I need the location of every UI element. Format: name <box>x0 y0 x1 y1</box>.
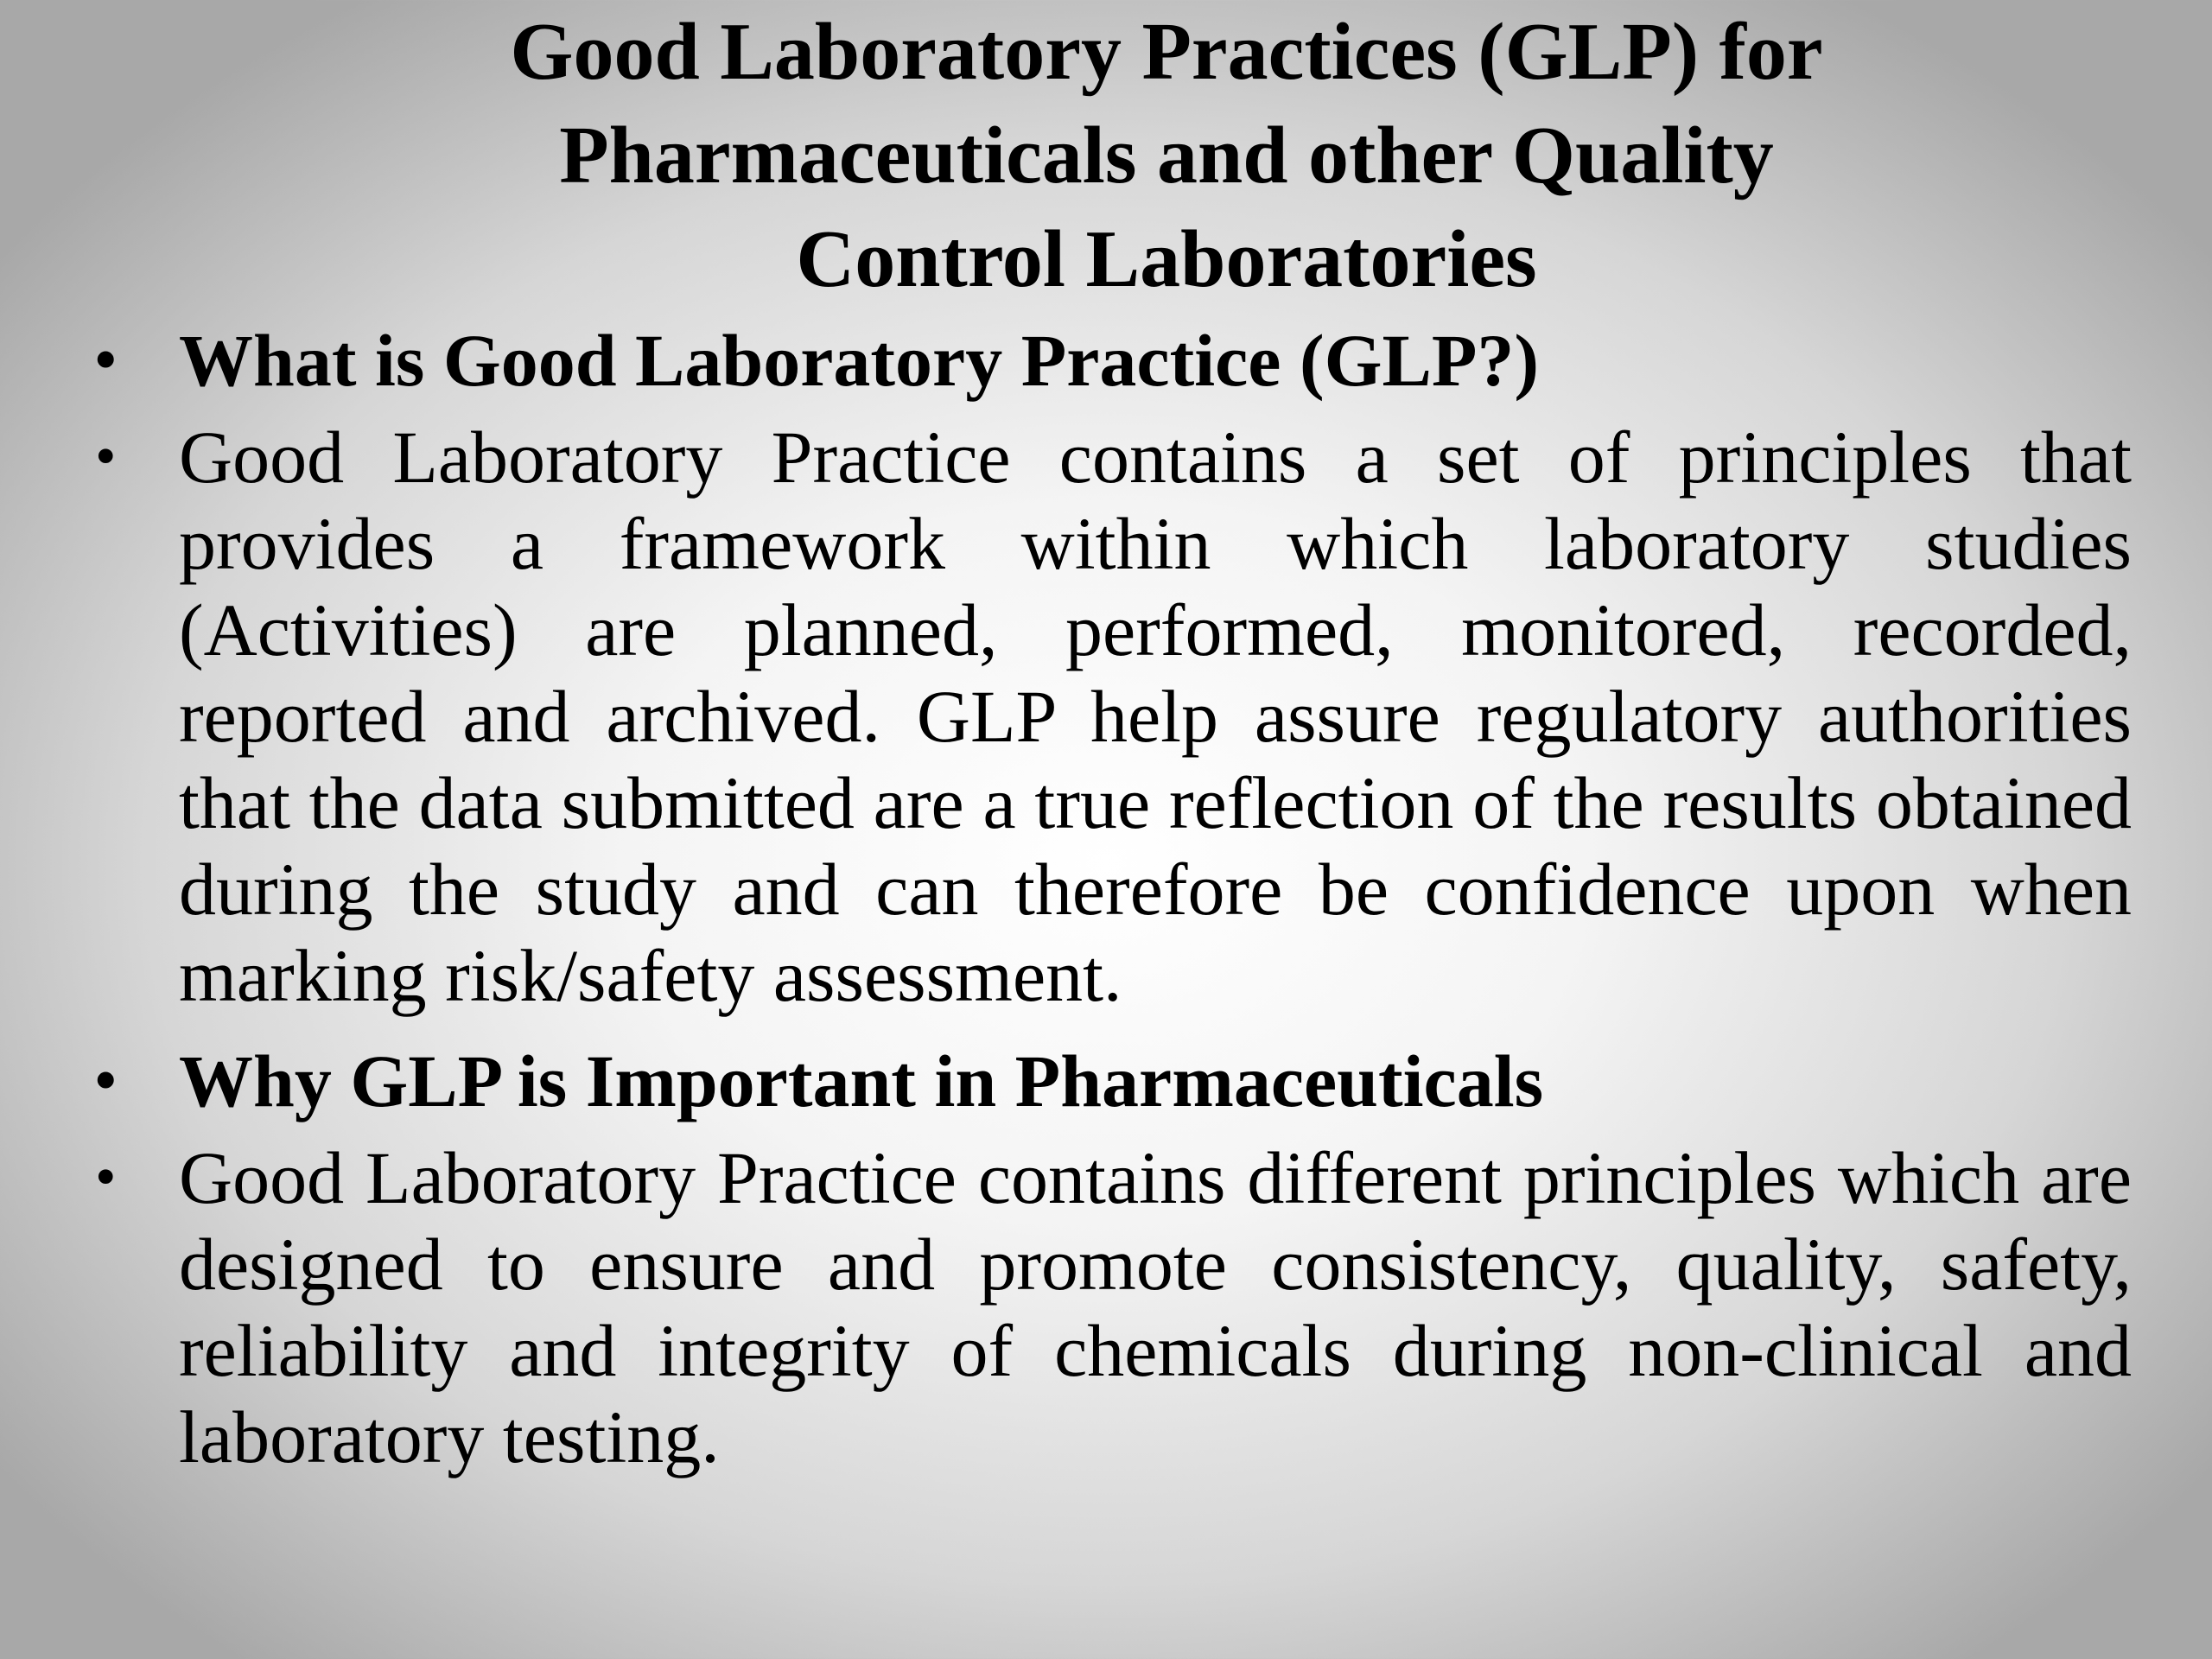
bullet-heading-what-is-glp <box>95 317 2132 404</box>
bullet-dot-icon: • <box>95 1047 117 1114</box>
bullet-text: Why GLP is Important in Pharmaceuticals <box>179 1039 1544 1122</box>
bullet-text: Good Laboratory Practice contains different principles which are designed to ensure and promote consistency, quality, safety, reliability and integrity of chemicals during non-clinical and laboratory testing. <box>179 1136 2132 1478</box>
bullet-text: What is Good Laboratory Practice (GLP?) <box>179 319 1540 402</box>
title-line-1: Good Laboratory Practices (GLP) for <box>510 7 1823 97</box>
bullet-list <box>95 317 2132 1499</box>
bullet-dot-icon: • <box>95 327 117 393</box>
bullet-glp-definition <box>95 414 2132 1019</box>
title-line-3: Control Laboratories <box>796 214 1537 304</box>
slide-title <box>0 0 2212 311</box>
bullet-heading-why-glp-important <box>95 1038 2132 1124</box>
title-line-2: Pharmaceuticals and other Quality <box>559 111 1774 200</box>
bullet-dot-icon: • <box>95 1144 117 1211</box>
bullet-dot-icon: • <box>95 423 117 490</box>
bullet-text: Good Laboratory Practice contains a set of principles that provides a framework within which laboratory studies (Activities) are planned, performed, monitored, recorded, reported and archived. GLP help assure regulatory authorities that the data submitted are a true reflection of the results obtained during the study and can therefore be confidence upon when marking risk/safety assessment. <box>179 416 2132 1017</box>
bullet-glp-principles <box>95 1135 2132 1480</box>
